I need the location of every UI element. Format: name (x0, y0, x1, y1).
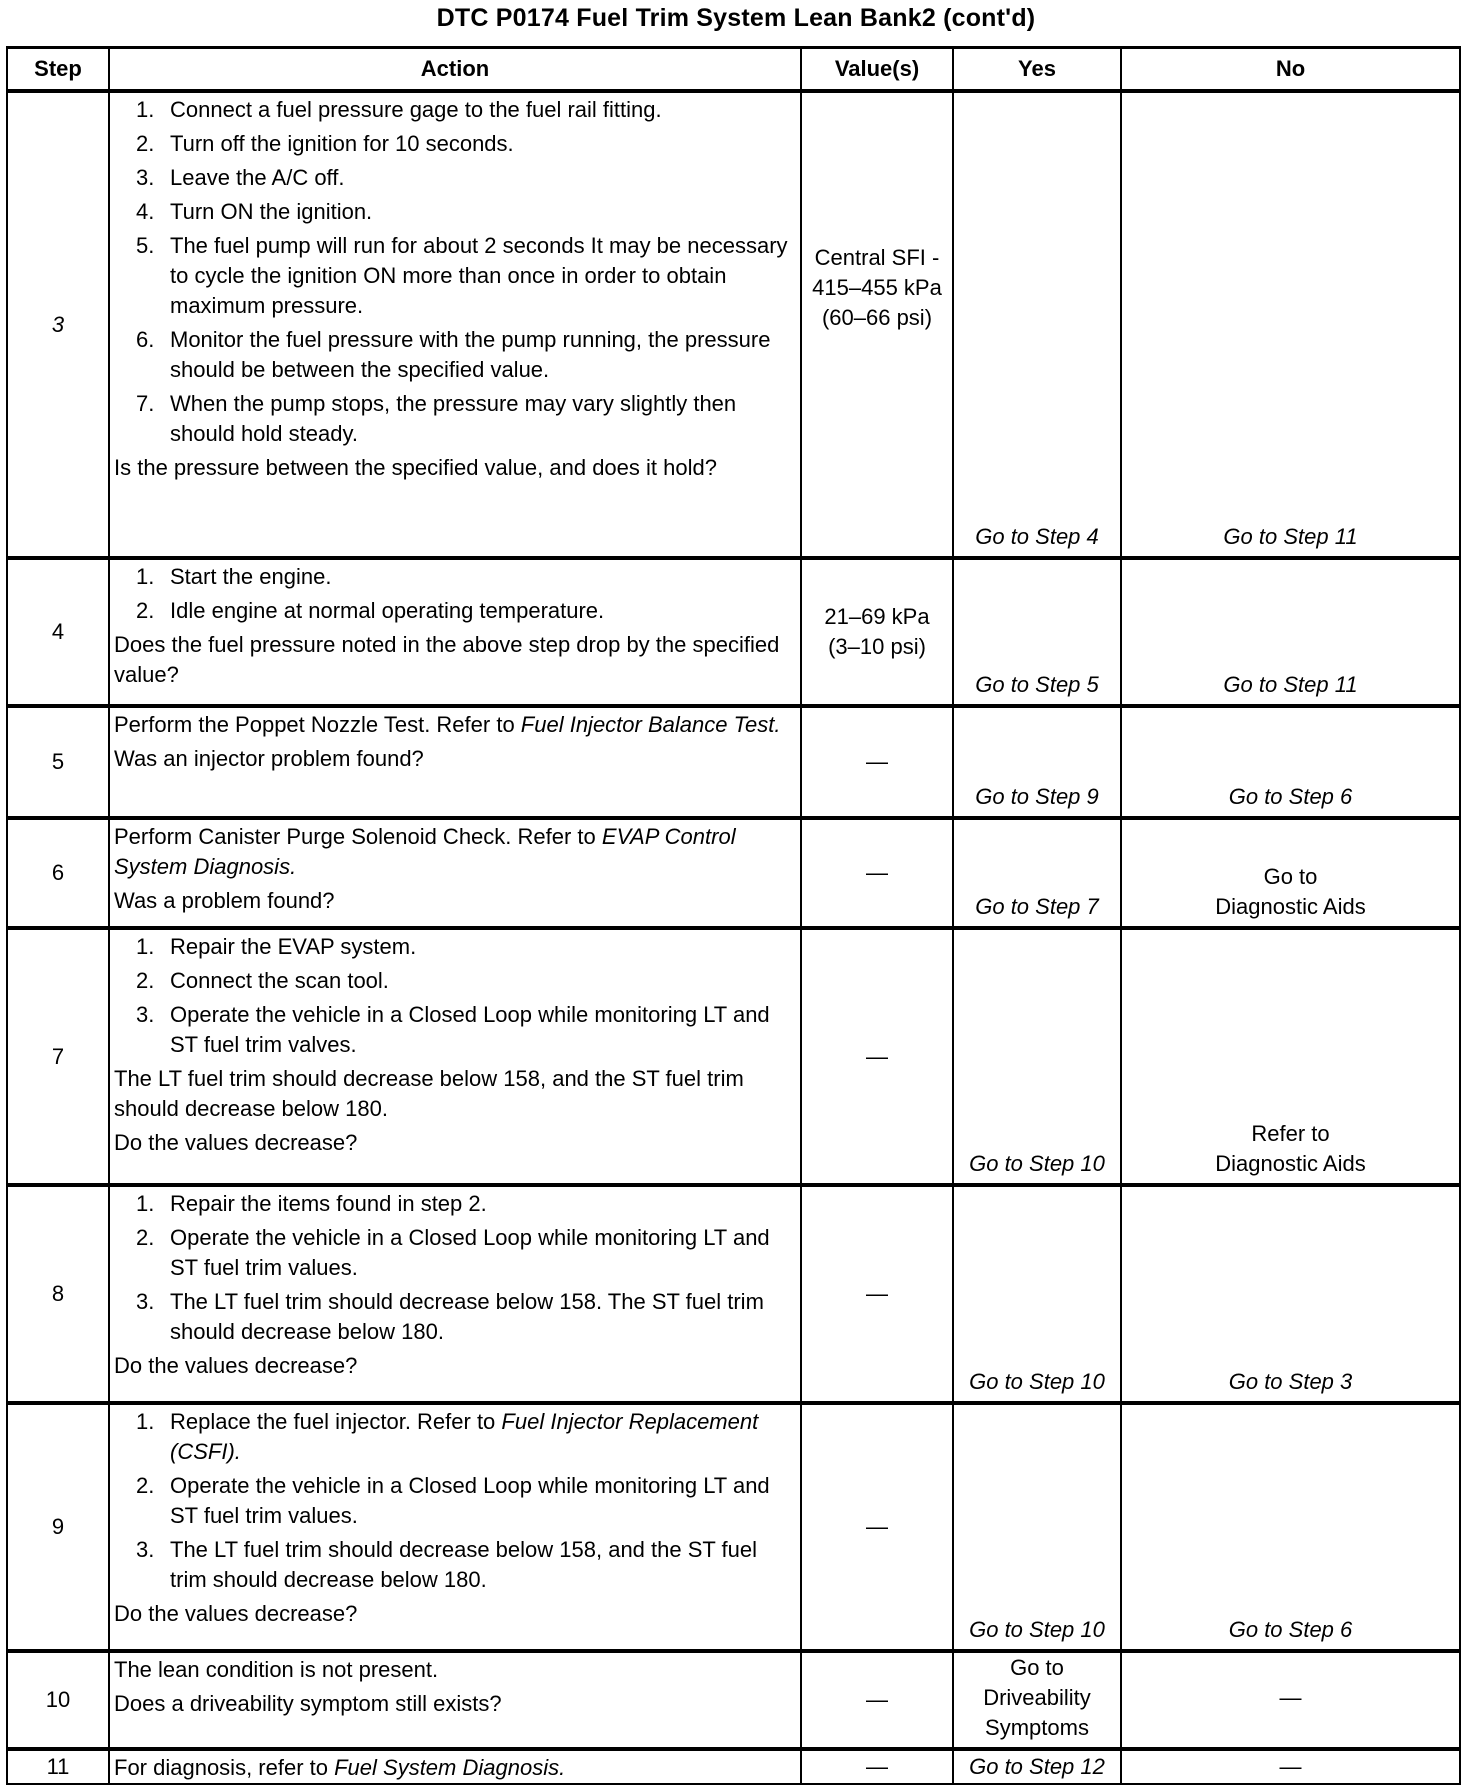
value-cell: — (801, 1185, 953, 1403)
step-number: 4 (7, 558, 109, 706)
action-question: Do the values decrease? (114, 1601, 358, 1626)
step-number: 10 (7, 1651, 109, 1749)
action-item: 3. Operate the vehicle in a Closed Loop while monitoring LT and ST fuel trim valves. (136, 1002, 770, 1057)
action-item: 2. Operate the vehicle in a Closed Loop while monitoring LT and ST fuel trim values. (136, 1225, 770, 1280)
action-item: 1. Repair the items found in step 2. (136, 1191, 487, 1216)
action-cell (109, 1651, 801, 1749)
value-cell: — (801, 1403, 953, 1651)
page-title: DTC P0174 Fuel Trim System Lean Bank2 (cont'd) (436, 4, 1036, 32)
table-row (7, 1749, 1460, 1784)
yes-link[interactable]: Go to Step 10 (969, 1369, 1105, 1394)
table-row (7, 706, 1460, 818)
yes-link[interactable]: Go to Step 9 (975, 784, 1099, 809)
header-row (7, 48, 1460, 92)
action-item: 2. Connect the scan tool. (136, 968, 389, 993)
table-row (7, 1651, 1460, 1749)
column-header-no: No (1121, 48, 1460, 92)
no-link[interactable]: Go to Step 6 (1228, 1617, 1353, 1642)
yes-cell (953, 558, 1121, 706)
action-item: 7. When the pump stops, the pressure may vary slightly then should hold steady. (136, 391, 737, 446)
no-link[interactable]: Go to Step 11 (1223, 672, 1358, 697)
action-question: Was a problem found? (114, 888, 335, 913)
no-cell: — (1121, 1651, 1460, 1749)
action-list (114, 1407, 798, 1595)
value-cell: — (801, 818, 953, 928)
table-row (7, 1185, 1460, 1403)
action-item: 1. Start the engine. (136, 564, 332, 589)
no-link[interactable]: Refer to Diagnostic Aids (1215, 1121, 1366, 1176)
action-cell (109, 928, 801, 1185)
reference-link[interactable]: Fuel Injector Balance Test. (520, 712, 781, 737)
action-item: 3. The LT fuel trim should decrease below 158, and the ST fuel trim should decrease below 180. (136, 1537, 758, 1592)
column-header-values: Value(s) (801, 48, 953, 92)
column-header-yes: Yes (953, 48, 1121, 92)
table-row (7, 1403, 1460, 1651)
value-cell: — (801, 1749, 953, 1784)
action-item: 3. The LT fuel trim should decrease below 158. The ST fuel trim should decrease below 180. (136, 1289, 764, 1344)
action-cell (109, 558, 801, 706)
action-list (114, 562, 798, 626)
yes-cell (953, 1749, 1121, 1784)
yes-link[interactable]: Go to Step 12 (969, 1754, 1105, 1779)
yes-link[interactable]: Go to Step 4 (975, 524, 1099, 549)
no-link[interactable]: Go to Step 6 (1228, 784, 1353, 809)
action-question: Does a driveability symptom still exists? (114, 1691, 502, 1716)
action-item: 4. Turn ON the ignition. (136, 199, 373, 224)
action-question: Was an injector problem found? (114, 746, 424, 771)
table-row (7, 928, 1460, 1185)
action-item: 2. Idle engine at normal operating temperature. (136, 598, 605, 623)
value-cell: 21–69 kPa (3–10 psi) (801, 558, 953, 706)
yes-link[interactable]: Go to Step 10 (969, 1617, 1105, 1642)
action-cell (109, 818, 801, 928)
no-cell (1121, 1403, 1460, 1651)
action-cell (109, 91, 801, 558)
action-list (114, 1189, 798, 1347)
yes-link[interactable]: Go to Step 5 (975, 672, 1099, 697)
action-cell (109, 1403, 801, 1651)
reference-link[interactable]: EVAP Control System Diagnosis. (114, 824, 736, 879)
no-link[interactable]: Go to Diagnostic Aids (1215, 864, 1366, 919)
yes-cell (953, 706, 1121, 818)
value-cell: Central SFI - 415–455 kPa (60–66 psi) (801, 91, 953, 558)
step-number: 7 (7, 928, 109, 1185)
no-cell (1121, 558, 1460, 706)
table-row (7, 818, 1460, 928)
column-header-step: Step (7, 48, 109, 92)
action-note: The LT fuel trim should decrease below 158, and the ST fuel trim should decrease below 180. (114, 1066, 744, 1121)
action-item: 1. Repair the EVAP system. (136, 934, 417, 959)
action-cell (109, 1185, 801, 1403)
no-cell (1121, 91, 1460, 558)
action-item: 1. Replace the fuel injector. Refer to Fuel Injector Replacement (CSFI). (136, 1409, 759, 1464)
action-item: 5. The fuel pump will run for about 2 seconds It may be necessary to cycle the ignition ON more than once in order to obtain maximum pressure. (136, 233, 788, 318)
step-number: 9 (7, 1403, 109, 1651)
action-text: Perform Canister Purge Solenoid Check. Refer to EVAP Control System Diagnosis. (114, 824, 736, 879)
action-cell: For diagnosis, refer to Fuel System Diagnosis. (109, 1749, 801, 1784)
yes-cell (953, 1651, 1121, 1749)
yes-cell (953, 1403, 1121, 1651)
step-number: 8 (7, 1185, 109, 1403)
yes-cell (953, 91, 1121, 558)
action-item: 3. Leave the A/C off. (136, 165, 345, 190)
yes-cell (953, 1185, 1121, 1403)
action-text: Perform the Poppet Nozzle Test. Refer to Fuel Injector Balance Test. (114, 712, 781, 737)
action-cell (109, 706, 801, 818)
no-cell (1121, 818, 1460, 928)
no-link[interactable]: Go to Step 3 (1228, 1369, 1353, 1394)
step-number: 11 (7, 1749, 109, 1784)
action-question: Do the values decrease? (114, 1130, 358, 1155)
step-number: 5 (7, 706, 109, 818)
action-list (114, 932, 798, 1060)
table-row (7, 91, 1460, 558)
yes-cell (953, 928, 1121, 1185)
no-cell (1121, 706, 1460, 818)
value-cell: — (801, 706, 953, 818)
table-row (7, 558, 1460, 706)
no-cell: — (1121, 1749, 1460, 1784)
step-number: 3 (7, 91, 109, 558)
no-cell (1121, 928, 1460, 1185)
action-question: Is the pressure between the specified value, and does it hold? (114, 455, 717, 480)
yes-link[interactable]: Go to Step 7 (975, 894, 1099, 919)
value-cell: — (801, 928, 953, 1185)
column-header-action: Action (109, 48, 801, 92)
reference-link[interactable]: Fuel System Diagnosis. (334, 1755, 566, 1780)
no-link[interactable]: Go to Step 11 (1223, 524, 1358, 549)
diagnostic-table (6, 46, 1461, 1785)
action-question: Does the fuel pressure noted in the above step drop by the specified value? (114, 632, 780, 687)
yes-link[interactable]: Go to Driveability Symptoms (983, 1655, 1091, 1740)
action-question: Do the values decrease? (114, 1353, 358, 1378)
step-number: 6 (7, 818, 109, 928)
action-item: 6. Monitor the fuel pressure with the pump running, the pressure should be between the specified value. (136, 327, 771, 382)
action-item: 1. Connect a fuel pressure gage to the fuel rail fitting. (136, 97, 662, 122)
action-item: 2. Operate the vehicle in a Closed Loop while monitoring LT and ST fuel trim values. (136, 1473, 770, 1528)
yes-link[interactable]: Go to Step 10 (969, 1151, 1105, 1176)
reference-link[interactable]: Fuel Injector Replacement (CSFI). (170, 1409, 759, 1464)
action-item: 2. Turn off the ignition for 10 seconds. (136, 131, 514, 156)
action-text: The lean condition is not present. (114, 1657, 439, 1682)
value-cell: — (801, 1651, 953, 1749)
no-cell (1121, 1185, 1460, 1403)
action-list (114, 95, 798, 449)
yes-cell (953, 818, 1121, 928)
